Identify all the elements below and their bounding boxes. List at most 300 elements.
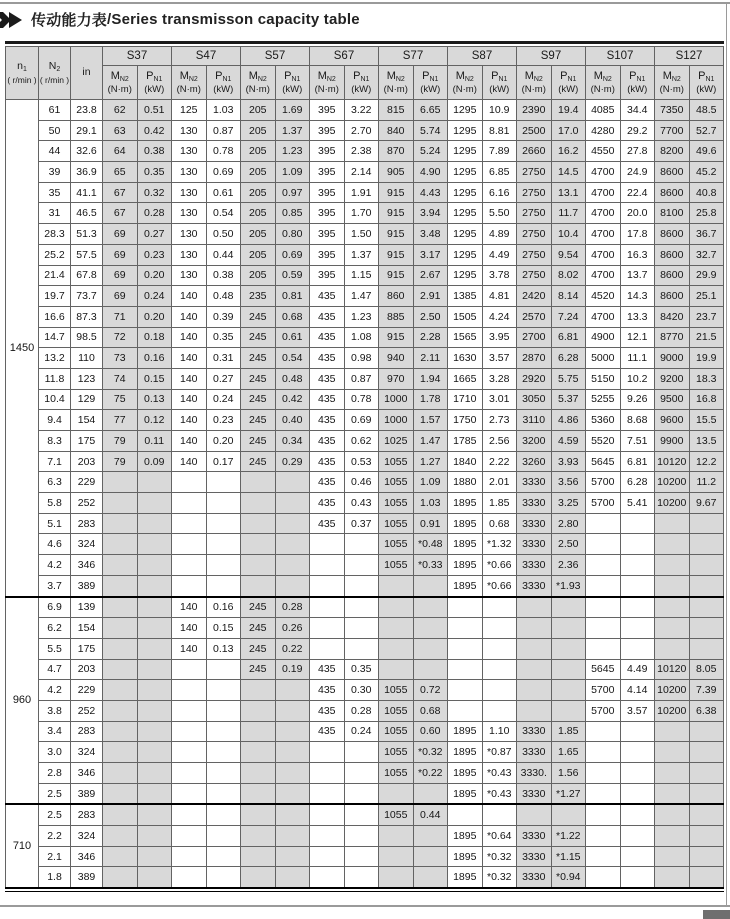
value-cell: 1.09 xyxy=(275,162,310,183)
value-cell xyxy=(103,721,138,742)
value-cell xyxy=(517,680,552,701)
power-header-s47: $P_{N1}$ (kW) xyxy=(206,66,241,100)
value-cell xyxy=(310,742,345,763)
value-cell: 5.24 xyxy=(413,141,448,162)
value-cell: 0.38 xyxy=(137,141,172,162)
value-cell: 4.89 xyxy=(482,224,517,245)
value-cell: 0.50 xyxy=(206,224,241,245)
value-cell: 1895 xyxy=(448,867,483,888)
value-cell: 435 xyxy=(310,493,345,514)
value-cell xyxy=(620,597,655,618)
value-cell xyxy=(206,826,241,847)
value-cell: 69 xyxy=(103,244,138,265)
value-cell: 1000 xyxy=(379,389,414,410)
value-cell: 140 xyxy=(172,431,207,452)
table-row xyxy=(6,597,724,618)
value-cell: 1.57 xyxy=(413,410,448,431)
value-cell xyxy=(206,493,241,514)
value-cell: 0.26 xyxy=(275,618,310,639)
value-cell: 2700 xyxy=(517,327,552,348)
value-cell: 3330 xyxy=(517,742,552,763)
value-cell: 13.1 xyxy=(551,182,586,203)
table-row xyxy=(6,659,724,680)
value-cell: 0.72 xyxy=(413,680,448,701)
value-cell: 130 xyxy=(172,265,207,286)
power-header-s107: $P_{N1}$ (kW) xyxy=(620,66,655,100)
value-cell: 1.85 xyxy=(482,493,517,514)
output-speed-cell: 3.4 xyxy=(39,721,71,742)
value-cell: 13.3 xyxy=(620,306,655,327)
value-cell: 1840 xyxy=(448,451,483,472)
value-cell xyxy=(103,575,138,596)
table-row xyxy=(6,804,724,825)
value-cell xyxy=(206,472,241,493)
value-cell: 1505 xyxy=(448,306,483,327)
value-cell xyxy=(310,638,345,659)
value-cell xyxy=(137,597,172,618)
value-cell: 395 xyxy=(310,162,345,183)
value-cell xyxy=(103,638,138,659)
value-cell: 435 xyxy=(310,721,345,742)
series-header-s47: S47 xyxy=(172,47,241,66)
value-cell xyxy=(620,534,655,555)
value-cell: 1055 xyxy=(379,493,414,514)
series-header-s127: S127 xyxy=(655,47,724,66)
value-cell: 22.4 xyxy=(620,182,655,203)
value-cell xyxy=(241,742,276,763)
value-cell: 245 xyxy=(241,659,276,680)
value-cell: 1025 xyxy=(379,431,414,452)
value-cell xyxy=(275,783,310,804)
table-row xyxy=(6,182,724,203)
value-cell: 0.31 xyxy=(206,348,241,369)
value-cell: 0.16 xyxy=(206,597,241,618)
value-cell: 0.78 xyxy=(344,389,379,410)
value-cell: 52.7 xyxy=(689,120,724,141)
value-cell xyxy=(344,534,379,555)
page-title xyxy=(0,9,360,30)
output-speed-cell: 61 xyxy=(39,100,71,121)
value-cell: 3.25 xyxy=(551,493,586,514)
value-cell: 4.59 xyxy=(551,431,586,452)
value-cell xyxy=(413,659,448,680)
value-cell: 6.28 xyxy=(551,348,586,369)
value-cell xyxy=(379,846,414,867)
value-cell: 0.42 xyxy=(275,389,310,410)
value-cell xyxy=(241,826,276,847)
value-cell xyxy=(448,680,483,701)
value-cell xyxy=(137,575,172,596)
value-cell xyxy=(137,534,172,555)
value-cell xyxy=(413,618,448,639)
value-cell: 0.35 xyxy=(344,659,379,680)
value-cell: 10200 xyxy=(655,472,690,493)
value-cell: 2.22 xyxy=(482,451,517,472)
value-cell xyxy=(206,700,241,721)
value-cell xyxy=(655,721,690,742)
value-cell xyxy=(275,680,310,701)
output-speed-cell: 44 xyxy=(39,141,71,162)
value-cell: 2420 xyxy=(517,286,552,307)
value-cell: 1895 xyxy=(448,846,483,867)
value-cell xyxy=(413,826,448,847)
value-cell xyxy=(137,846,172,867)
value-cell: 0.60 xyxy=(413,721,448,742)
value-cell: 860 xyxy=(379,286,414,307)
value-cell: 69 xyxy=(103,265,138,286)
value-cell: 1.27 xyxy=(413,451,448,472)
value-cell xyxy=(689,513,724,534)
value-cell xyxy=(310,826,345,847)
value-cell xyxy=(586,618,621,639)
value-cell xyxy=(103,493,138,514)
value-cell: 0.20 xyxy=(137,265,172,286)
value-cell xyxy=(275,826,310,847)
value-cell: 3.57 xyxy=(482,348,517,369)
table-row xyxy=(6,493,724,514)
value-cell: 10200 xyxy=(655,700,690,721)
value-cell: 1055 xyxy=(379,804,414,825)
value-cell: 130 xyxy=(172,203,207,224)
value-cell: 915 xyxy=(379,265,414,286)
value-cell xyxy=(275,846,310,867)
ratio-cell: 57.5 xyxy=(71,244,103,265)
value-cell: 0.37 xyxy=(344,513,379,534)
value-cell: 32.7 xyxy=(689,244,724,265)
value-cell: 0.23 xyxy=(206,410,241,431)
value-cell: 1055 xyxy=(379,451,414,472)
value-cell: 4700 xyxy=(586,265,621,286)
value-cell: 0.87 xyxy=(344,368,379,389)
value-cell xyxy=(689,555,724,576)
value-cell xyxy=(655,742,690,763)
value-cell xyxy=(206,575,241,596)
table-row xyxy=(6,783,724,804)
value-cell: 140 xyxy=(172,306,207,327)
value-cell: 8.02 xyxy=(551,265,586,286)
power-header-s97: $P_{N1}$ (kW) xyxy=(551,66,586,100)
value-cell xyxy=(137,493,172,514)
page-corner-mark xyxy=(703,910,730,919)
value-cell: 0.80 xyxy=(275,224,310,245)
value-cell: 0.24 xyxy=(206,389,241,410)
value-cell xyxy=(206,846,241,867)
series-header-s97: S97 xyxy=(517,47,586,66)
value-cell: 2.14 xyxy=(344,162,379,183)
value-cell xyxy=(103,867,138,888)
value-cell xyxy=(551,638,586,659)
value-cell: 2.67 xyxy=(413,265,448,286)
value-cell xyxy=(344,575,379,596)
value-cell: 5700 xyxy=(586,680,621,701)
value-cell: 0.27 xyxy=(137,224,172,245)
value-cell: 8600 xyxy=(655,286,690,307)
value-cell: 45.2 xyxy=(689,162,724,183)
value-cell: *0.43 xyxy=(482,783,517,804)
value-cell: 0.68 xyxy=(275,306,310,327)
value-cell xyxy=(344,783,379,804)
value-cell: 9000 xyxy=(655,348,690,369)
value-cell: 245 xyxy=(241,327,276,348)
value-cell xyxy=(137,700,172,721)
value-cell xyxy=(517,597,552,618)
series-header-s37: S37 xyxy=(103,47,172,66)
output-speed-cell: 5.5 xyxy=(39,638,71,659)
value-cell: 8600 xyxy=(655,265,690,286)
value-cell xyxy=(172,721,207,742)
value-cell: 8200 xyxy=(655,141,690,162)
value-cell: 1.23 xyxy=(275,141,310,162)
value-cell: 13.7 xyxy=(620,265,655,286)
value-cell: 63 xyxy=(103,120,138,141)
value-cell: 21.5 xyxy=(689,327,724,348)
value-cell: 2.50 xyxy=(551,534,586,555)
value-cell xyxy=(448,700,483,721)
value-cell xyxy=(137,472,172,493)
value-cell xyxy=(344,867,379,888)
value-cell: 2500 xyxy=(517,120,552,141)
value-cell: 940 xyxy=(379,348,414,369)
value-cell: 840 xyxy=(379,120,414,141)
output-speed-cell: 5.8 xyxy=(39,493,71,514)
value-cell: 5.41 xyxy=(620,493,655,514)
table-top-rule xyxy=(5,41,724,44)
value-cell: 0.98 xyxy=(344,348,379,369)
ratio-cell: 283 xyxy=(71,721,103,742)
value-cell xyxy=(172,783,207,804)
value-cell xyxy=(655,534,690,555)
value-cell xyxy=(241,783,276,804)
ratio-cell: 175 xyxy=(71,638,103,659)
value-cell xyxy=(413,575,448,596)
value-cell: 0.18 xyxy=(137,327,172,348)
value-cell: 1895 xyxy=(448,721,483,742)
table-row xyxy=(6,389,724,410)
value-cell: 3330 xyxy=(517,575,552,596)
value-cell: 1895 xyxy=(448,534,483,555)
value-cell xyxy=(103,472,138,493)
output-speed-cell: 5.1 xyxy=(39,513,71,534)
value-cell: 0.61 xyxy=(206,182,241,203)
value-cell xyxy=(689,846,724,867)
output-speed-cell: 19.7 xyxy=(39,286,71,307)
value-cell xyxy=(206,721,241,742)
value-cell: 1.47 xyxy=(413,431,448,452)
table-row xyxy=(6,327,724,348)
table-row xyxy=(6,306,724,327)
value-cell: 0.20 xyxy=(137,306,172,327)
value-cell xyxy=(310,555,345,576)
value-cell: 0.44 xyxy=(413,804,448,825)
value-cell: 1055 xyxy=(379,472,414,493)
value-cell: 4.49 xyxy=(620,659,655,680)
value-cell xyxy=(206,783,241,804)
value-cell: 1.91 xyxy=(344,182,379,203)
output-speed-cell: 6.3 xyxy=(39,472,71,493)
value-cell xyxy=(482,638,517,659)
value-cell xyxy=(275,534,310,555)
value-cell xyxy=(551,804,586,825)
table-row xyxy=(6,534,724,555)
value-cell: 12.1 xyxy=(620,327,655,348)
ratio-cell: 324 xyxy=(71,742,103,763)
value-cell: 4700 xyxy=(586,306,621,327)
value-cell xyxy=(172,513,207,534)
value-cell: 0.87 xyxy=(206,120,241,141)
torque-header-s127: $M_{N2}$ (N·m) xyxy=(655,66,690,100)
value-cell: 435 xyxy=(310,389,345,410)
value-cell: 6.16 xyxy=(482,182,517,203)
value-cell: 2.01 xyxy=(482,472,517,493)
value-cell: 1000 xyxy=(379,410,414,431)
value-cell: 3330 xyxy=(517,721,552,742)
ratio-cell: 139 xyxy=(71,597,103,618)
value-cell: 0.38 xyxy=(206,265,241,286)
value-cell: 140 xyxy=(172,597,207,618)
value-cell xyxy=(275,763,310,784)
page-bottom-border xyxy=(0,905,730,907)
value-cell: 0.13 xyxy=(137,389,172,410)
value-cell: 2750 xyxy=(517,162,552,183)
value-cell: 435 xyxy=(310,410,345,431)
value-cell: 395 xyxy=(310,224,345,245)
value-cell: 10200 xyxy=(655,680,690,701)
output-speed-cell: 50 xyxy=(39,120,71,141)
ratio-cell: 389 xyxy=(71,575,103,596)
value-cell xyxy=(275,575,310,596)
value-cell: 245 xyxy=(241,368,276,389)
table-row xyxy=(6,120,724,141)
value-cell: 870 xyxy=(379,141,414,162)
value-cell: 0.51 xyxy=(137,100,172,121)
value-cell: 0.30 xyxy=(344,680,379,701)
value-cell: 5255 xyxy=(586,389,621,410)
value-cell: 1.15 xyxy=(344,265,379,286)
value-cell: 0.22 xyxy=(275,638,310,659)
value-cell: 2.56 xyxy=(482,431,517,452)
value-cell xyxy=(413,638,448,659)
value-cell: 10.2 xyxy=(620,368,655,389)
value-cell: 0.97 xyxy=(275,182,310,203)
value-cell xyxy=(275,555,310,576)
ratio-cell: 129 xyxy=(71,389,103,410)
value-cell xyxy=(275,472,310,493)
value-cell xyxy=(379,826,414,847)
value-cell: 915 xyxy=(379,327,414,348)
n2-label: N xyxy=(48,60,57,73)
value-cell: 79 xyxy=(103,431,138,452)
value-cell: 6.81 xyxy=(551,327,586,348)
output-speed-cell: 4.6 xyxy=(39,534,71,555)
value-cell xyxy=(275,721,310,742)
table-row xyxy=(6,700,724,721)
torque-header-s47: $M_{N2}$ (N·m) xyxy=(172,66,207,100)
value-cell xyxy=(103,742,138,763)
value-cell: 1.47 xyxy=(344,286,379,307)
value-cell xyxy=(206,742,241,763)
value-cell: 0.61 xyxy=(275,327,310,348)
value-cell xyxy=(413,783,448,804)
ratio-cell: 67.8 xyxy=(71,265,103,286)
value-cell: 1.03 xyxy=(206,100,241,121)
value-cell: 0.35 xyxy=(137,162,172,183)
value-cell xyxy=(586,783,621,804)
value-cell: 8.81 xyxy=(482,120,517,141)
value-cell: 1055 xyxy=(379,555,414,576)
value-cell: 0.28 xyxy=(275,597,310,618)
value-cell: 205 xyxy=(241,203,276,224)
value-cell xyxy=(620,638,655,659)
capacity-table-zone xyxy=(5,41,724,892)
value-cell: 0.15 xyxy=(206,618,241,639)
value-cell: 395 xyxy=(310,265,345,286)
value-cell: 3.56 xyxy=(551,472,586,493)
table-row xyxy=(6,368,724,389)
value-cell: 1055 xyxy=(379,700,414,721)
value-cell: 1895 xyxy=(448,826,483,847)
value-cell xyxy=(137,763,172,784)
value-cell xyxy=(344,597,379,618)
value-cell xyxy=(689,721,724,742)
ratio-cell: 36.9 xyxy=(71,162,103,183)
value-cell: 4.90 xyxy=(413,162,448,183)
value-cell xyxy=(310,846,345,867)
value-cell: 3.22 xyxy=(344,100,379,121)
col-header-input-speed xyxy=(6,47,39,100)
value-cell: 2.70 xyxy=(344,120,379,141)
output-speed-cell: 2.5 xyxy=(39,804,71,825)
value-cell: 140 xyxy=(172,389,207,410)
value-cell xyxy=(206,659,241,680)
value-cell xyxy=(689,783,724,804)
value-cell: 29.2 xyxy=(620,120,655,141)
value-cell: *0.32 xyxy=(413,742,448,763)
value-cell: 1055 xyxy=(379,742,414,763)
value-cell: 3330 xyxy=(517,534,552,555)
table-row xyxy=(6,472,724,493)
value-cell xyxy=(275,804,310,825)
value-cell: 1.70 xyxy=(344,203,379,224)
value-cell: 0.59 xyxy=(275,265,310,286)
value-cell xyxy=(689,597,724,618)
value-cell: 4.24 xyxy=(482,306,517,327)
value-cell xyxy=(344,618,379,639)
col-header-ratio xyxy=(71,47,103,100)
table-row xyxy=(6,410,724,431)
value-cell: 19.4 xyxy=(551,100,586,121)
value-cell: 36.7 xyxy=(689,224,724,245)
value-cell: 0.53 xyxy=(344,451,379,472)
series-header-row xyxy=(6,47,724,66)
value-cell xyxy=(103,804,138,825)
value-cell: 11.7 xyxy=(551,203,586,224)
value-cell: 130 xyxy=(172,141,207,162)
value-cell: 0.09 xyxy=(137,451,172,472)
value-cell: 4.86 xyxy=(551,410,586,431)
table-row xyxy=(6,846,724,867)
value-cell: 2.11 xyxy=(413,348,448,369)
value-cell: 0.48 xyxy=(275,368,310,389)
value-cell: 0.39 xyxy=(206,306,241,327)
value-cell: 4550 xyxy=(586,141,621,162)
value-cell: 0.17 xyxy=(206,451,241,472)
value-cell: 4280 xyxy=(586,120,621,141)
value-cell: 64 xyxy=(103,141,138,162)
value-cell: 24.9 xyxy=(620,162,655,183)
value-cell: 4.81 xyxy=(482,286,517,307)
input-speed-cell: 710 xyxy=(6,804,39,888)
value-cell xyxy=(310,534,345,555)
